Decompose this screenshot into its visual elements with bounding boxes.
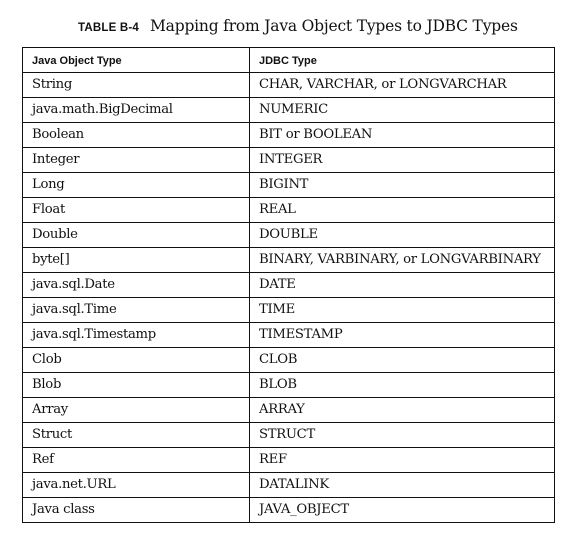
table-row bbox=[23, 448, 555, 473]
jdbc-type-cell: TIME bbox=[250, 298, 555, 323]
java-object-type-cell: Blob bbox=[23, 373, 250, 398]
java-object-type-cell: java.sql.Timestamp bbox=[23, 323, 250, 348]
jdbc-type-cell: BIGINT bbox=[250, 173, 555, 198]
java-object-type-cell: Integer bbox=[23, 148, 250, 173]
java-to-jdbc-mapping-table bbox=[22, 47, 555, 523]
table-row bbox=[23, 198, 555, 223]
jdbc-type-cell: INTEGER bbox=[250, 148, 555, 173]
table-row bbox=[23, 123, 555, 148]
table-row bbox=[23, 273, 555, 298]
java-object-type-cell: Float bbox=[23, 198, 250, 223]
jdbc-type-cell: CHAR, VARCHAR, or LONGVARCHAR bbox=[250, 73, 555, 98]
java-object-type-cell: java.sql.Time bbox=[23, 298, 250, 323]
jdbc-type-cell: STRUCT bbox=[250, 423, 555, 448]
table-row bbox=[23, 423, 555, 448]
table-row bbox=[23, 348, 555, 373]
column-header-java-type: Java Object Type bbox=[23, 48, 250, 73]
java-object-type-cell: java.math.BigDecimal bbox=[23, 98, 250, 123]
table-row bbox=[23, 148, 555, 173]
jdbc-type-cell: BLOB bbox=[250, 373, 555, 398]
table-row bbox=[23, 73, 555, 98]
java-object-type-cell: String bbox=[23, 73, 250, 98]
java-object-type-cell: java.net.URL bbox=[23, 473, 250, 498]
jdbc-type-cell: REF bbox=[250, 448, 555, 473]
table-row bbox=[23, 473, 555, 498]
java-object-type-cell: Struct bbox=[23, 423, 250, 448]
table-row bbox=[23, 298, 555, 323]
jdbc-type-cell: DATE bbox=[250, 273, 555, 298]
table-title: Mapping from Java Object Types to JDBC Types bbox=[150, 17, 518, 35]
java-object-type-cell: Array bbox=[23, 398, 250, 423]
table-row bbox=[23, 373, 555, 398]
jdbc-type-cell: JAVA_OBJECT bbox=[250, 498, 555, 523]
table-row bbox=[23, 223, 555, 248]
java-object-type-cell: byte[] bbox=[23, 248, 250, 273]
jdbc-type-cell: TIMESTAMP bbox=[250, 323, 555, 348]
table-row bbox=[23, 323, 555, 348]
java-object-type-cell: Ref bbox=[23, 448, 250, 473]
table-row bbox=[23, 173, 555, 198]
table-header-row bbox=[23, 48, 555, 73]
java-object-type-cell: Boolean bbox=[23, 123, 250, 148]
table-number-label: TABLE B-4 bbox=[78, 22, 140, 34]
java-object-type-cell: Clob bbox=[23, 348, 250, 373]
table-row bbox=[23, 398, 555, 423]
java-object-type-cell: Java class bbox=[23, 498, 250, 523]
jdbc-type-cell: DOUBLE bbox=[250, 223, 555, 248]
jdbc-type-cell: REAL bbox=[250, 198, 555, 223]
table-row bbox=[23, 248, 555, 273]
jdbc-type-cell: DATALINK bbox=[250, 473, 555, 498]
java-object-type-cell: java.sql.Date bbox=[23, 273, 250, 298]
jdbc-type-cell: NUMERIC bbox=[250, 98, 555, 123]
table-row bbox=[23, 498, 555, 523]
jdbc-type-cell: BINARY, VARBINARY, or LONGVARBINARY bbox=[250, 248, 555, 273]
jdbc-type-cell: BIT or BOOLEAN bbox=[250, 123, 555, 148]
table-caption bbox=[78, 17, 518, 35]
table-row bbox=[23, 98, 555, 123]
jdbc-type-cell: ARRAY bbox=[250, 398, 555, 423]
java-object-type-cell: Long bbox=[23, 173, 250, 198]
column-header-jdbc-type: JDBC Type bbox=[250, 48, 555, 73]
java-object-type-cell: Double bbox=[23, 223, 250, 248]
jdbc-type-cell: CLOB bbox=[250, 348, 555, 373]
